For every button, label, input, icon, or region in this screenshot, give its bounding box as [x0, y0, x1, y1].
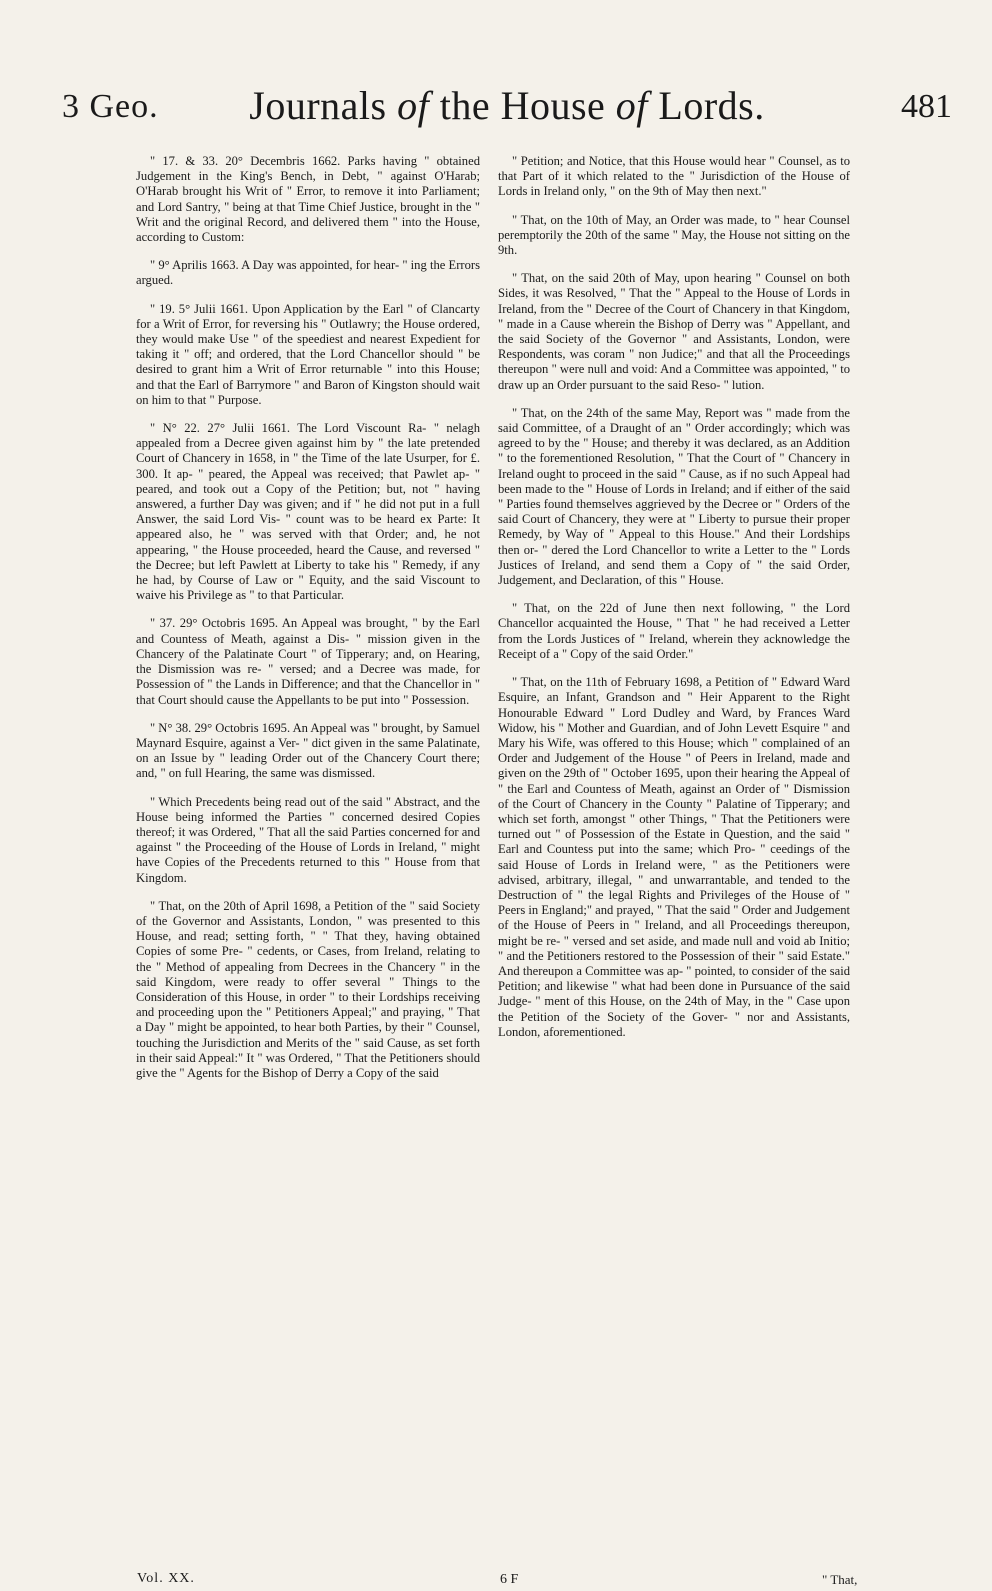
- paragraph: " That, on the 24th of the same May, Report was " made from the said Committee, of a Draught of an " Order accordingly; which was agreed to by the " House; and thereby it was declared, as an Addition " to the forementioned Resolution, " That the Court of " Chancery in Ireland ought to proceed in the said " Cause, as if no such Appeal had been made to the " House of Lords in Ireland; and if either of the said " Parties found themselves aggrieved by the Decree or " Orders of the said Court of Chancery, they were at " Liberty to pursue their proper Remedy, by Way of " Appeal to this House." And their Lordships then or- " dered the Lord Chancellor to write a Letter to the " Lords Justices of Ireland, and send them a Copy of " the said Order, Judgement, and Declaration, of this " House.: [498, 405, 850, 588]
- paragraph: " N° 22. 27° Julii 1661. The Lord Viscount Ra- " nelagh appealed from a Decree given against him by " the late pretended Court of Chancery in 1658, in " the Time of the late Usurper, for £. 300. It ap- " peared, the Appeal was received; that Pawlet ap- " peared, and took out a Copy of the Petition; but, not " having answered, a further Day was given; and if " he did not put in a full Answer, the said Lord Vis- " count was to be heard ex Parte: It appeared also, he " was served with that Order; and, he not appearing, " the House proceeded, heard the Cause, and reversed " the Decree; but left Pawlett at Liberty to take his " Remedy, if any he had, by Course of Law or " Equity, and the said Viscount to waive his Privilege as " to that Particular.: [136, 421, 480, 603]
- paragraph: " That, on the 22d of June then next following, " the Lord Chancellor acquainted the House, " That " he had received a Letter from the Lords Justices of " Ireland, wherein they acknowledge the Receipt of a " Copy of the said Order.": [498, 601, 850, 661]
- paragraph: " Petition; and Notice, that this House would hear " Counsel, as to that Part of it which related to the " Jurisdiction of the House of Lords in Ireland only, " on the 9th of May then next.": [498, 154, 850, 199]
- running-title: Journals of the House of Lords.: [249, 83, 765, 128]
- paragraph: " That, on the 20th of April 1698, a Petition of the " said Society of the Governor and Assistants, London, " was presented to this House, and read; setting forth, " " That they, having obtained Copies of some Pre- " cedents, or Cases, from Ireland, relating to the " Method of appealing from Decrees in the Chancery " in the said Kingdom, were ready to offer several " Things to the Consideration of this House, in order " to their Lordships receiving and proceeding upon the " Petitioners Appeal;" and praying, " That a Day " might be appointed, to hear both Parties, by their " Counsel, touching the Jurisdiction and Merits of the " said Cause, as set forth in their said Appeal:" It " was Ordered, " That the Petitioners should give the " Agents for the Bishop of Derry a Copy of the said: [136, 898, 480, 1080]
- right-column: [498, 150, 850, 1053]
- page-number: 481: [901, 88, 952, 125]
- paragraph: " N° 38. 29° Octobris 1695. An Appeal was " brought, by Samuel Maynard Esquire, against a Ver- " dict given in the same Palatinate, on an Issue by " leading Order out of the Chancery Court there; and, " on full Hearing, the same was dismissed.: [136, 720, 480, 781]
- paragraph: " That, on the 11th of February 1698, a Petition of " Edward Ward Esquire, an Infant, Grandson and " Heir Apparent to the Right Honourable Edward " Lord Dudley and Ward, by Frances Ward Widow, his " Mother and Guardian, and of John Levett Esquire " and Mary his Wife, was offered to this House; which " complained of an Order and Judgement of the House " of Peers in Ireland, made and given on the 29th of " October 1695, upon their hearing the Appeal of " the Earl and Countess of Meath, against an Order of " Dismission of the Court of Chancery in the County " Palatine of Tipperary; and which set forth, amongst " other Things, " That the Petitioners were turned out " of Possession of the Estate in Question, and the said " Earl and Countess put into the same; which Pro- " ceedings of the said House of Lords in Ireland were, " as the Petitioners were advised, arbitrary, illegal, " and unwarrantable, and tended to the Destruction of " the legal Rights and Privileges of the House of " Peers in England;" and prayed, " That the said " Order and Judgement of the House of Peers in " Ireland, and all Proceedings thereupon, might be re- " versed and set aside, and made null and void ab Initio; " and the Petitioners restored to the Possession of their " said Estate." And thereupon a Committee was ap- " pointed, to consider of the said Petition; and likewise " what had been done in Pursuance of the said Judge- " ment of this House, on the 24th of May, in the " Case upon the Petition of the Society of the Gover- " nor and Assistants, London, aforementioned.: [498, 675, 850, 1039]
- page-header: [62, 82, 952, 138]
- paragraph: " 19. 5° Julii 1661. Upon Application by the Earl " of Clancarty for a Writ of Error, for reversing his " Outlawry; the House ordered, they would make Use " of the speediest and nearest Expedient for taking it " off; and ordered, that the Lord Chancellor should " be desired to grant him a Writ of Error returnable " into this House; and that the Earl of Barrymore " and Baron of Kingston should wait on him to that " Purpose.: [136, 301, 480, 407]
- catchword: " That,: [822, 1572, 858, 1587]
- left-column: [136, 150, 480, 1094]
- reign-label: 3 Geo.: [62, 88, 159, 125]
- paragraph: " 17. & 33. 20° Decembris 1662. Parks having " obtained Judgement in the King's Bench, in Debt, " against O'Harab; O'Harab brought his Writ of " Error, to remove it into Parliament; and Lord Santry, " being at that Time Chief Justice, brought in the " Writ and the original Record, and delivered them " into the House, according to Custom:: [136, 154, 480, 245]
- volume-label: Vol. XX.: [137, 1571, 195, 1586]
- paragraph: " That, on the said 20th of May, upon hearing " Counsel on both Sides, it was Resolved, " That the " Appeal to the House of Lords in Ireland, from the " Decree of the Court of Chancery in that Kingdom, " made in a Cause wherein the Bishop of Derry was " Appellant, and the said Society of the Governor " and Assistants, London, were Respondents, was coram " non Judice;" and that all the Proceedings thereupon " were null and void: And a Committee was appointed, " to draw up an Order pursuant to the said Reso- " lution.: [498, 271, 850, 392]
- signature-mark: 6 F: [500, 1572, 519, 1587]
- paragraph: " 37. 29° Octobris 1695. An Appeal was brought, " by the Earl and Countess of Meath, against a Dis- " mission given in the Chancery of the Palatinate Court " of Tipperary; and, on Hearing, the Dismission was re- " versed; and a Decree was made, for Possession of " the Lands in Difference; and that the Chancellor in " that Court should cause the Appellants to be put into " Possession.: [136, 616, 480, 707]
- paragraph: " Which Precedents being read out of the said " Abstract, and the House being informed the Parties " concerned desired Copies thereof; it was Ordered, " That all the said Parties concerned for and against " the Proceeding of the House of Lords in Ireland, " might have Copies of the Precedents returned to this " House from that Kingdom.: [136, 794, 480, 885]
- paragraph: " That, on the 10th of May, an Order was made, to " hear Counsel peremptorily the 20th of the same " May, the House not sitting on the 9th.: [498, 212, 850, 258]
- paragraph: " 9° Aprilis 1663. A Day was appointed, for hear- " ing the Errors argued.: [136, 258, 480, 288]
